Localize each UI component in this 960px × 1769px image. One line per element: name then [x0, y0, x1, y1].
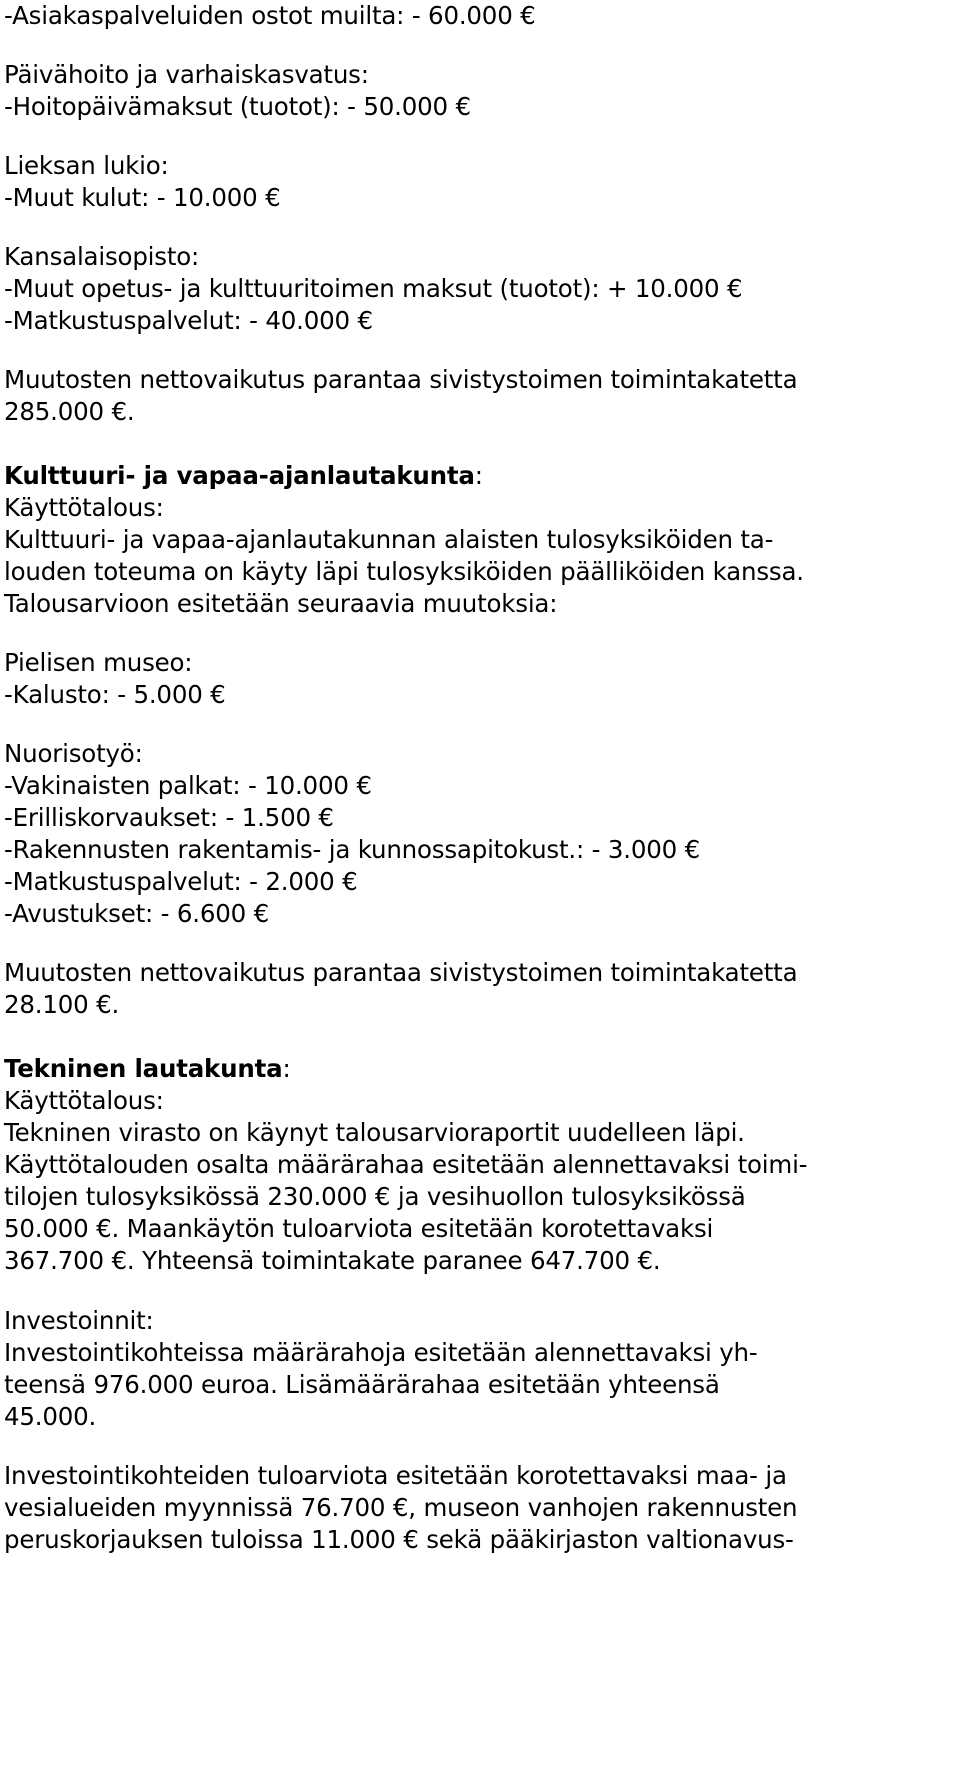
heading-tekninen-colon: :	[282, 1054, 291, 1083]
text-line: -Muut opetus- ja kulttuuritoimen maksut (tuotot): + 10.000 €	[4, 274, 743, 303]
text-line: -Vakinaisten palkat: - 10.000 €	[4, 771, 372, 800]
text-line: Muutosten nettovaikutus parantaa sivistystoimen toimintakatetta	[4, 958, 798, 987]
section-label: Kansalaisopisto:	[4, 242, 200, 271]
text-line: Talousarvioon esitetään seuraavia muutoksia:	[4, 589, 558, 618]
text-line: vesialueiden myynnissä 76.700 €, museon vanhojen rakennusten	[4, 1493, 798, 1522]
text-line: -Avustukset: - 6.600 €	[4, 899, 269, 928]
text-line: Käyttötalouden osalta määrärahaa esitetään alennettavaksi toimi-	[4, 1150, 808, 1179]
text-line: teensä 976.000 euroa. Lisämäärärahaa esitetään yhteensä	[4, 1370, 720, 1399]
section-label: Lieksan lukio:	[4, 151, 169, 180]
heading-kulttuuri-colon: :	[474, 461, 483, 490]
text-line: 28.100 €.	[4, 990, 120, 1019]
text-line: tilojen tulosyksikössä 230.000 € ja vesihuollon tulosyksikössä	[4, 1182, 746, 1211]
section-label: Käyttötalous:	[4, 493, 164, 522]
text-line: -Asiakaspalveluiden ostot muilta: - 60.000 €	[4, 1, 536, 30]
section-label: Käyttötalous:	[4, 1086, 164, 1115]
heading-kulttuuri	[4, 460, 483, 492]
section-label: Pielisen museo:	[4, 648, 193, 677]
text-line: -Muut kulut: - 10.000 €	[4, 183, 281, 212]
section-label: Päivähoito ja varhaiskasvatus:	[4, 60, 369, 89]
section-label: Investoinnit:	[4, 1306, 154, 1335]
text-line: Tekninen virasto on käynyt talousarvioraportit uudelleen läpi.	[4, 1118, 745, 1147]
heading-kulttuuri-bold: Kulttuuri- ja vapaa-ajanlautakunta	[4, 461, 475, 490]
text-line: 50.000 €. Maankäytön tuloarviota esitetään korotettavaksi	[4, 1214, 714, 1243]
section-label: Nuorisotyö:	[4, 739, 143, 768]
text-line: Kulttuuri- ja vapaa-ajanlautakunnan alaisten tulosyksiköiden ta-	[4, 525, 774, 554]
text-line: Investointikohteiden tuloarviota esitetään korotettavaksi maa- ja	[4, 1461, 787, 1490]
text-line: -Matkustuspalvelut: - 40.000 €	[4, 306, 373, 335]
heading-tekninen-bold: Tekninen lautakunta	[4, 1054, 283, 1083]
text-line: -Erilliskorvaukset: - 1.500 €	[4, 803, 334, 832]
text-line: louden toteuma on käyty läpi tulosyksiköiden päälliköiden kanssa.	[4, 557, 804, 586]
heading-tekninen	[4, 1053, 291, 1085]
text-line: Muutosten nettovaikutus parantaa sivistystoimen toimintakatetta	[4, 365, 798, 394]
text-line: 45.000.	[4, 1402, 97, 1431]
text-line: peruskorjauksen tuloissa 11.000 € sekä pääkirjaston valtionavus-	[4, 1525, 794, 1554]
text-line: -Rakennusten rakentamis- ja kunnossapitokust.: - 3.000 €	[4, 835, 700, 864]
text-line: -Hoitopäivämaksut (tuotot): - 50.000 €	[4, 92, 471, 121]
text-line: -Kalusto: - 5.000 €	[4, 680, 226, 709]
text-line: 285.000 €.	[4, 397, 135, 426]
text-line: 367.700 €. Yhteensä toimintakate paranee 647.700 €.	[4, 1246, 661, 1275]
text-line: Investointikohteissa määrärahoja esitetään alennettavaksi yh-	[4, 1338, 758, 1367]
text-line: -Matkustuspalvelut: - 2.000 €	[4, 867, 358, 896]
